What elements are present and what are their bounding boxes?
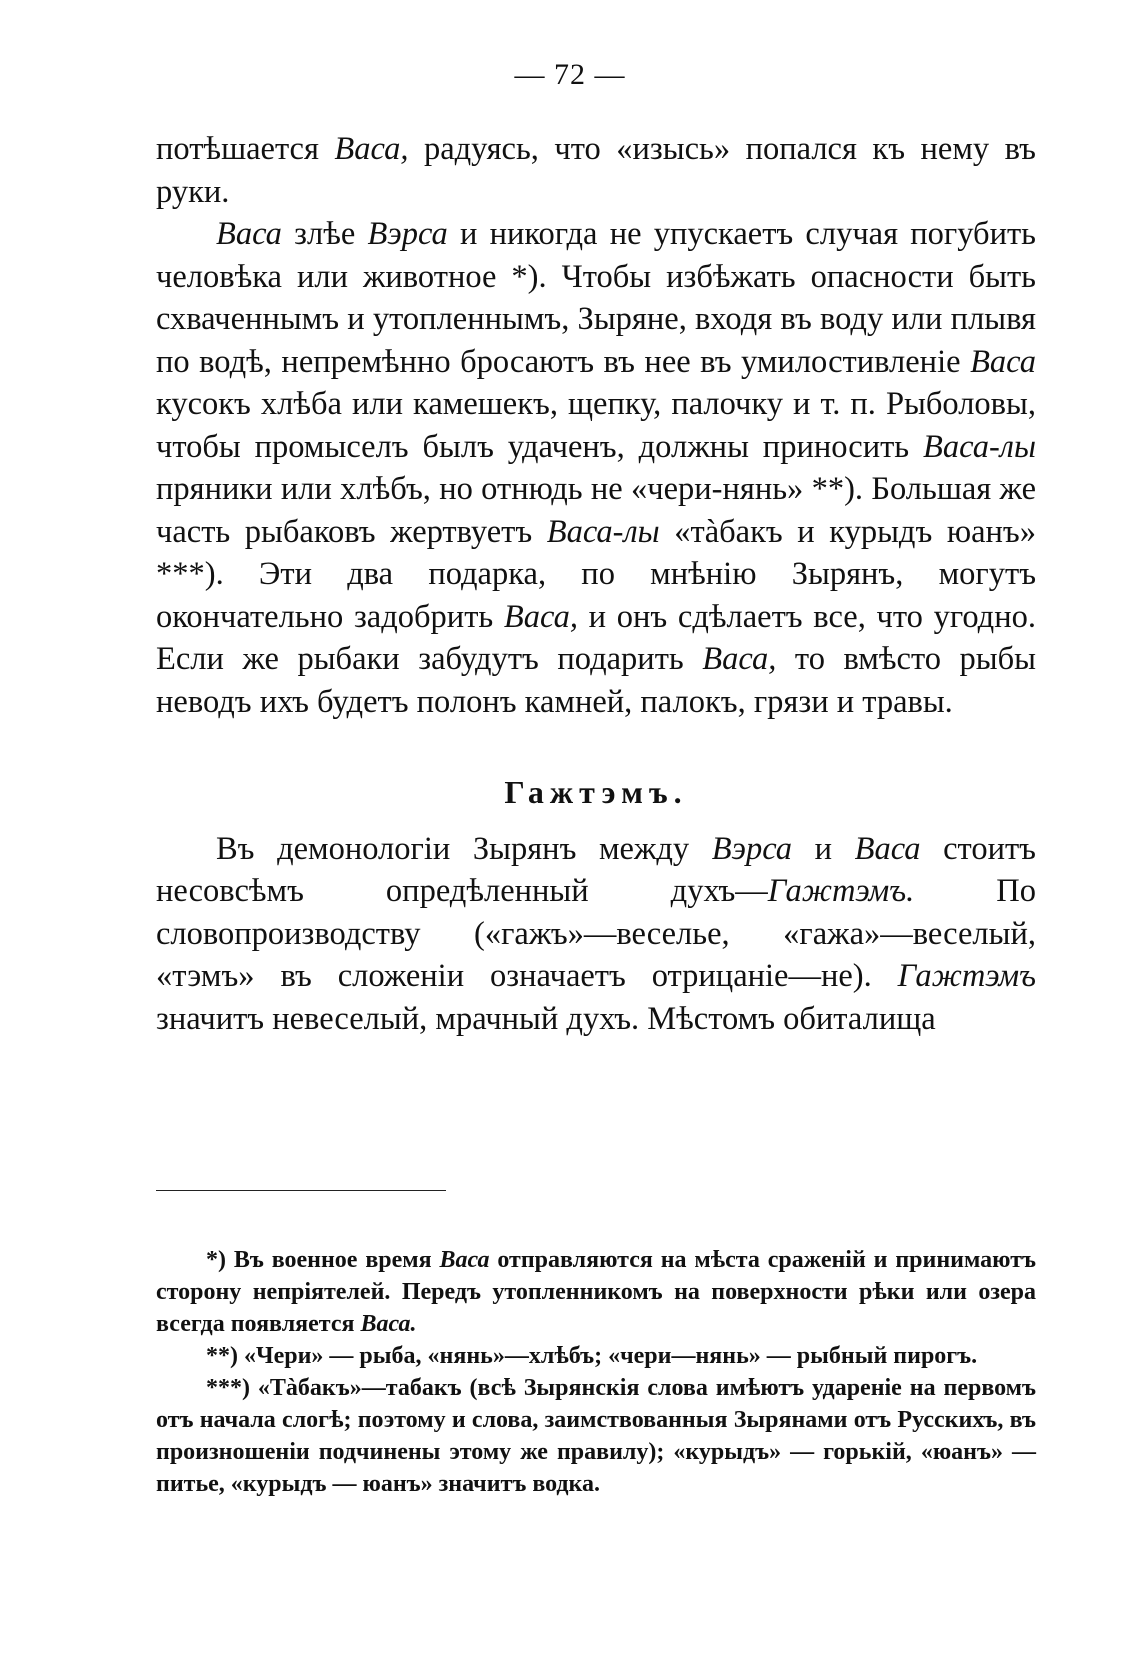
italic-term: Васа-лы	[546, 513, 660, 550]
italic-term: Васа	[854, 830, 921, 867]
footnote-fn1	[156, 1244, 1036, 1340]
page-number: — 72 —	[514, 58, 626, 91]
italic-term: Вэрса	[711, 830, 793, 867]
text-run: радуясь, что «изысь» попался къ нему въ руки.	[156, 131, 1036, 210]
text-run: отправляются на мѣста сраженій и принимаютъ сторону непріятелей. Передъ утопленникомъ на поверхности рѣки или озера всегда появляется	[156, 1247, 1036, 1337]
italic-term: Васа	[970, 343, 1036, 380]
main-text	[156, 128, 1036, 1040]
italic-term: Гажтэмъ	[897, 958, 1036, 994]
text-run: Въ демонологіи Зырянъ между	[216, 830, 712, 867]
text-run: злѣе	[281, 216, 368, 252]
italic-term: Васа	[439, 1247, 490, 1273]
text-run: ***) «Тàбакъ»—табакъ (всѣ Зырянскія слова имѣютъ удареніе на первомъ отъ начала слогѣ; поэтому и слова, заимствованныя Зырянами отъ Русскихъ, въ произношеніи подчинены этому же правилу); «курыдъ» — горькій, «юанъ» — питье, «курыдъ — юанъ» значитъ водка.	[156, 1375, 1036, 1497]
section-paragraphs-container	[156, 828, 1036, 1041]
italic-term: Вэрса	[367, 216, 448, 252]
italic-term: Гажтэмъ.	[767, 873, 915, 909]
paragraph-p2	[156, 213, 1036, 723]
footnote-divider	[156, 1190, 446, 1191]
text-run: потѣшается	[156, 131, 335, 167]
text-run: **) «Чери» — рыба, «нянь»—хлѣбъ; «чери—нянь» — рыбный пирогъ.	[206, 1343, 978, 1369]
text-run: то вмѣсто рыбы неводъ ихъ будетъ полонъ камней, палокъ, грязи и травы.	[156, 641, 1036, 720]
text-run: и онъ сдѣлаетъ все, что угодно. Если же рыбаки забудутъ подарить	[156, 598, 1036, 677]
section-title: Гажтэмъ.	[504, 774, 688, 810]
italic-term: Васа.	[360, 1311, 417, 1337]
paragraphs-container	[156, 128, 1036, 723]
italic-term: Васа,	[702, 641, 777, 677]
text-run: пряники или хлѣбъ, но отнюдь не «чери-нянь» **). Большая же часть рыбаковъ жертвуетъ	[156, 471, 1036, 550]
italic-term: Васа-лы	[923, 428, 1036, 465]
text-run: и	[792, 830, 855, 867]
footnote-fn2	[156, 1340, 1036, 1372]
italic-term: Васа,	[334, 131, 409, 167]
text-run: и никогда не упускаетъ случая погубить человѣка или животное *). Чтобы избѣжать опасности быть схваченнымъ и утопленнымъ, Зыряне, входя въ воду или плывя по водѣ, непремѣнно бросаютъ въ нее въ умилостивленіе	[156, 216, 1036, 380]
text-run: стоитъ несовсѣмъ опредѣленный духъ—	[156, 830, 1036, 909]
italic-term: Васа	[216, 216, 282, 252]
footnotes	[156, 1244, 1036, 1500]
footnote-fn3	[156, 1372, 1036, 1500]
paragraph-p1	[156, 128, 1036, 213]
text-run: *) Въ военное время	[206, 1247, 440, 1273]
italic-term: Васа,	[503, 598, 578, 635]
text-run: «тàбакъ и курыдъ юанъ» ***). Эти два подарка, по мнѣнію Зырянъ, могутъ окончательно задобрить	[156, 513, 1036, 635]
text-run: значитъ невеселый, мрачный духъ. Мѣстомъ обиталища	[156, 1000, 936, 1037]
text-run: кусокъ хлѣба или камешекъ, щепку, палочку и т. п. Рыболовы, чтобы промыселъ былъ удаченъ, должны приносить	[156, 386, 1036, 465]
text-run: По словопроизводству («гажъ»—веселье, «гажа»—веселый, «тэмъ» въ сложеніи означаетъ отрицаніе—не).	[156, 873, 1036, 994]
paragraph-p3	[156, 828, 1036, 1041]
